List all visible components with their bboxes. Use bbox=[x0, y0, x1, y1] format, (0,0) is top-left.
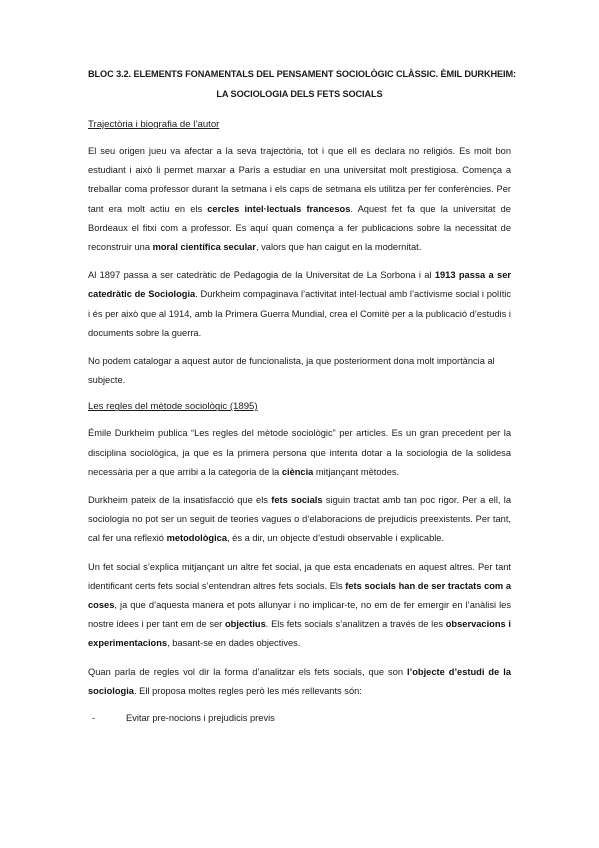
list-bullet: - bbox=[92, 713, 96, 724]
section-heading-biography: Trajectòria i biografia de l’autor bbox=[88, 119, 220, 130]
highlight-term: metodològica bbox=[166, 533, 227, 544]
text-run: , basant-se en dades objectives. bbox=[167, 638, 301, 649]
paragraph-rules-4 bbox=[88, 663, 511, 701]
text-run: El seu origen jueu va afectar a la seva trajectòria, tot i que ell es declara no religiós. Es molt bon estudiant i això li permet marxar a París a estudiar en una universitat molt prestigiosa. Comença a treballar coma professor durant la setmana i els caps de setmana els utilitza per fer conferències. Per tant era molt actiu en els bbox=[88, 146, 511, 214]
paragraph-rules-1 bbox=[88, 424, 511, 482]
highlight-term: observacions i experimentacions bbox=[88, 619, 511, 649]
text-run: . Aquest fet fa que la universitat de Bordeaux el fitxi com a professor. Es aquí quan comença a fer publicacions sobre la necessitat de reconstruir una bbox=[88, 203, 511, 253]
text-run: Quan parla de regles vol dir la forma d’analitzar els fets socials, que son bbox=[88, 666, 408, 677]
title-line-2: LA SOCIOLOGIA DELS FETS SOCIALS bbox=[216, 89, 383, 99]
text-run: Durkheim pateix de la insatisfacció que els bbox=[88, 495, 272, 506]
highlight-term: objectius bbox=[224, 619, 266, 630]
text-run: Al 1897 passa a ser catedràtic de Pedagogia de la Universitat de La Sorbona i al bbox=[88, 270, 435, 281]
text-run: Un fet social s’explica mitjançant un altre fet social, ja que esta encadenats en aquest altres. Per tant identificant certs fets social s’entendran altres fets socials. Els bbox=[88, 561, 511, 591]
text-run: Émile Durkheim publica “Les regles del mètode sociològic” per articles. Es un gran precedent per la disciplina sociològica, ja que es la primera persona que intenta dotar a la sociologia de la solidesa necessària per a que arribi a la categoria de la bbox=[88, 428, 511, 477]
highlight-term: cercles intel·lectuals francesos bbox=[207, 203, 351, 214]
section-heading-rules: Les regles del mètode sociològic (1895) bbox=[88, 401, 258, 413]
text-run: mitjançant mètodes. bbox=[313, 466, 400, 477]
highlight-term: ciència bbox=[281, 466, 314, 477]
paragraph-rules-2 bbox=[88, 491, 511, 549]
paragraph-biography-2 bbox=[88, 266, 511, 343]
paragraph-biography-3: No podem catalogar a aquest autor de funcionalista, ja que posteriorment dona molt importància al subjecte. bbox=[88, 356, 495, 386]
highlight-term: 1913 passa a ser catedràtic de Sociologia bbox=[88, 270, 512, 300]
list-item bbox=[88, 713, 511, 723]
title-line-1: BLOC 3.2. ELEMENTS FONAMENTALS DEL PENSAMENT SOCIOLÒGIC CLÀSSIC. ÈMIL DURKHEIM: bbox=[88, 69, 517, 79]
highlight-term: l’objecte d’estudi de la sociologia bbox=[88, 666, 512, 696]
list-item-text: Evitar pre-nocions i prejudicis previs bbox=[126, 713, 275, 724]
text-run: siguin tractat amb tan poc rigor. Per a ell, la sociologia no pot ser un seguit de teories vagues o d’elaboracions de prejudicis preexistents. Per tant, cal fer una reflexió bbox=[88, 495, 511, 544]
paragraph-rules-3 bbox=[88, 558, 511, 654]
text-run: , és a dir, un objecte d’estudi observable i explicable. bbox=[227, 533, 445, 544]
highlight-term: fets socials bbox=[271, 495, 323, 506]
document-title bbox=[88, 0, 517, 104]
text-run: . Ell proposa moltes regles però les més rellevants són: bbox=[133, 685, 362, 696]
paragraph-biography-1 bbox=[88, 142, 511, 257]
highlight-term: moral científica secular bbox=[152, 242, 256, 253]
text-run: . Durkheim compaginava l’activitat intel·lectual amb l’activisme social i polític i és per això que al 1914, amb la Primera Guerra Mundial, crea el Comitè per a la publicació d’estudis i documents sobre la guerra. bbox=[88, 289, 511, 338]
rules-list bbox=[88, 713, 511, 723]
highlight-term: fets socials han de ser tractats com a coses bbox=[88, 580, 511, 611]
text-run: , valors que han caigut en la modernitat. bbox=[255, 242, 422, 253]
text-run: . Els fets socials s’analitzen a través de les bbox=[265, 619, 446, 630]
text-run: , ja que d’aquesta manera et pots allunyar i no implicar-te, no em de fer emergir en l’anàlisi les nostre idees i per tant em de ser bbox=[88, 600, 511, 630]
